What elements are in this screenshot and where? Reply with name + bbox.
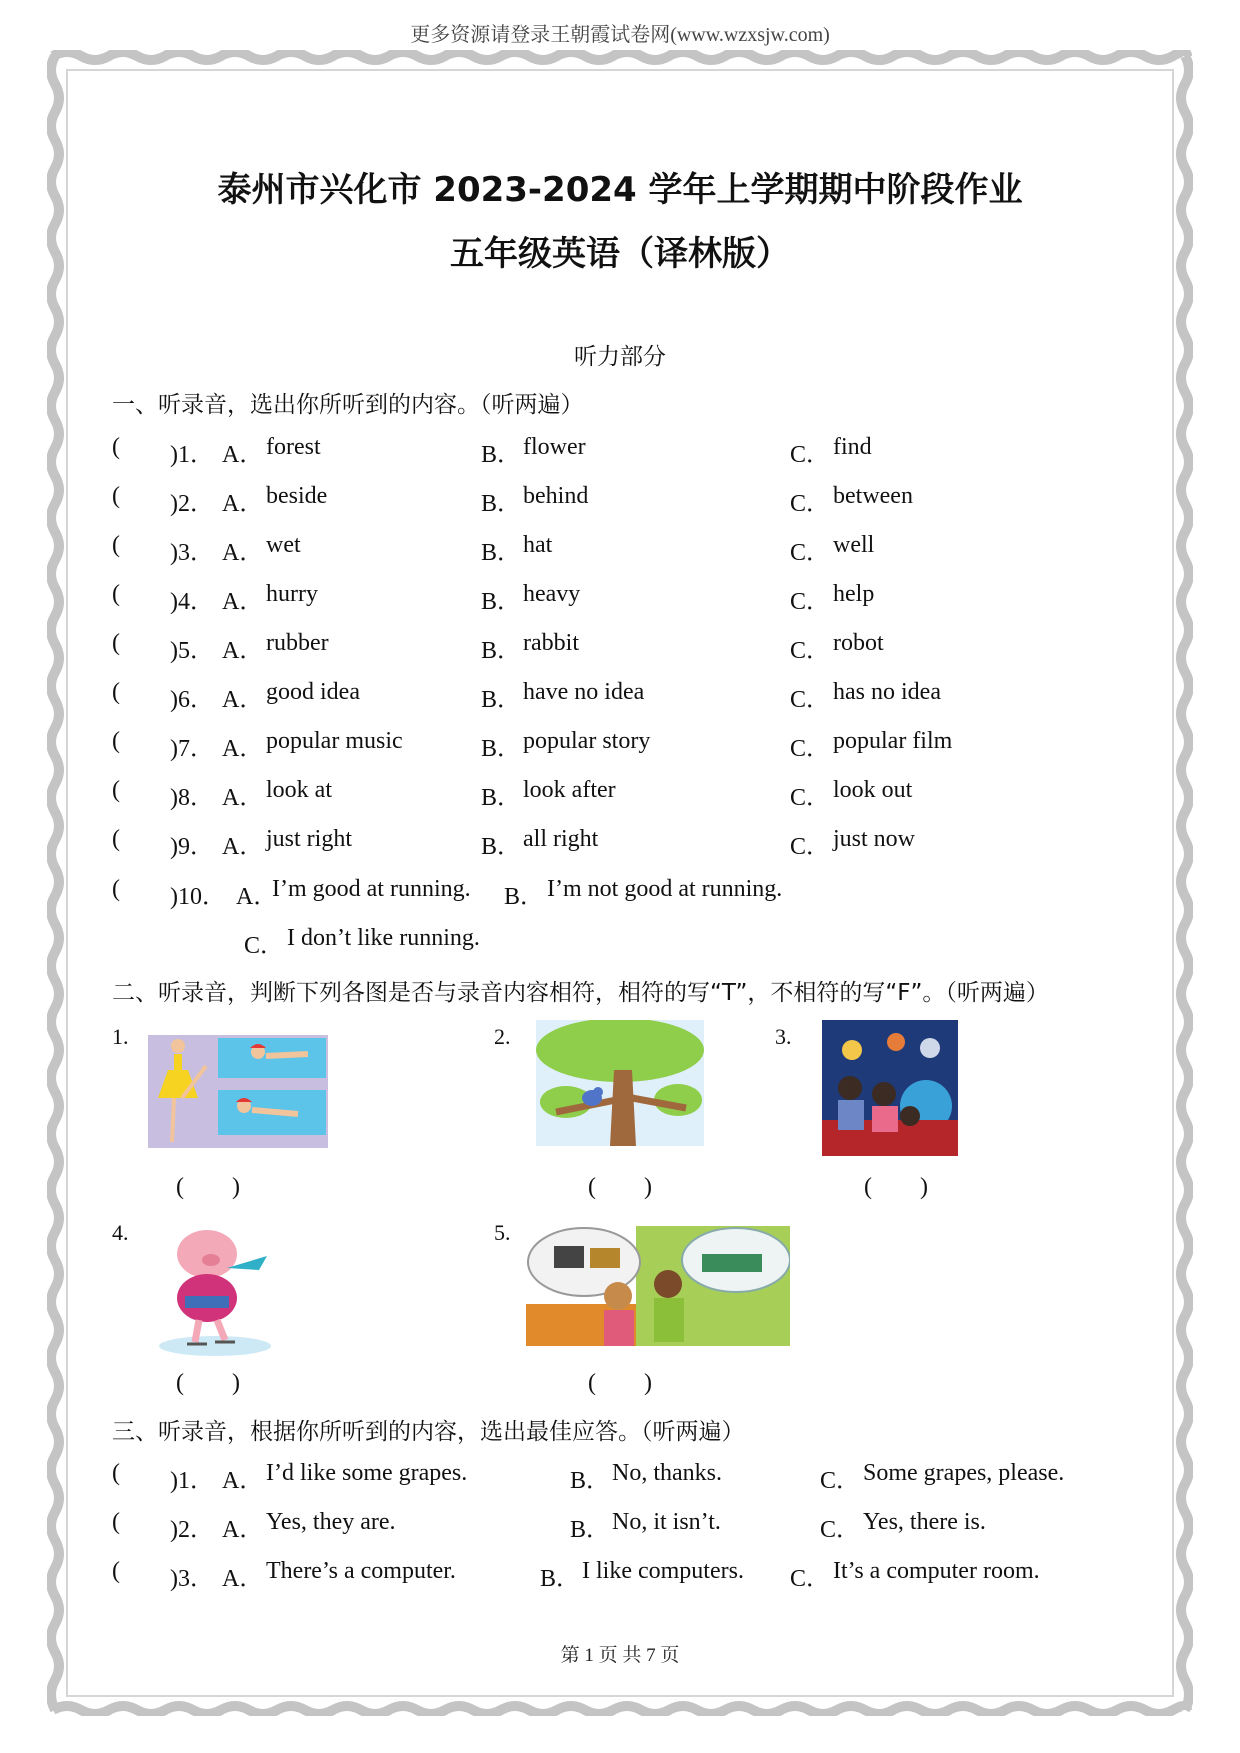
question-number: )7． [170, 736, 214, 762]
answer-paren[interactable]: ( [112, 777, 120, 803]
option-c-text: has no idea [833, 679, 941, 705]
question-item [112, 728, 1132, 764]
question-item [112, 532, 1132, 568]
question-item [112, 876, 1132, 912]
document-subtitle: 五年级英语（译林版） [450, 234, 790, 274]
option-letter: C． [790, 736, 831, 762]
option-c-text: popular film [833, 728, 953, 754]
option-letter: C． [790, 589, 831, 615]
question-item [112, 630, 1132, 666]
option-a-text: good idea [266, 679, 360, 705]
option-c-text: Yes, there is. [863, 1509, 986, 1535]
option-a-text: look at [266, 777, 332, 803]
option-letter: A． [222, 1517, 264, 1543]
option-b-text: No, thanks. [612, 1460, 722, 1486]
answer-paren[interactable]: ( [112, 581, 120, 607]
answer-paren[interactable]: ( [112, 434, 120, 460]
option-letter: C． [790, 687, 831, 713]
question-item [112, 581, 1132, 617]
question-number: )1． [170, 442, 214, 468]
option-b-text: hat [523, 532, 553, 558]
option-c-text: It’s a computer room. [833, 1558, 1040, 1584]
option-b-text: popular story [523, 728, 651, 754]
option-b-text: I’m not good at running. [547, 876, 783, 902]
option-letter: A． [222, 491, 264, 517]
option-letter: B． [570, 1517, 611, 1543]
option-b-text: I like computers. [582, 1558, 744, 1584]
option-c-text: look out [833, 777, 913, 803]
picture-number: 3. [775, 1024, 792, 1049]
page-footer: 第 1 页 共 7 页 [560, 1645, 680, 1666]
question-number: )5． [170, 638, 214, 664]
option-c-text: just now [833, 826, 916, 852]
option-letter: C． [244, 933, 285, 959]
answer-paren[interactable]: ( [112, 1460, 120, 1486]
answer-blank[interactable]: ( ) [176, 1370, 240, 1396]
question-number: )8． [170, 785, 214, 811]
option-letter: A． [222, 540, 264, 566]
option-letter: A． [222, 785, 264, 811]
option-letter: C． [790, 638, 831, 664]
section1-title: 一、听录音，选出你所听到的内容。（听两遍） [112, 392, 584, 418]
option-b-text: look after [523, 777, 616, 803]
option-b-text: have no idea [523, 679, 645, 705]
option-letter: B． [481, 589, 522, 615]
question-item [112, 679, 1132, 715]
answer-paren[interactable]: ( [112, 728, 120, 754]
option-a-text: rubber [266, 630, 329, 656]
option-letter: B． [481, 687, 522, 713]
option-b-text: behind [523, 483, 589, 509]
option-letter: C． [790, 834, 831, 860]
picture-number: 5. [494, 1220, 511, 1245]
answer-paren[interactable]: ( [112, 826, 120, 852]
response-item [112, 1460, 1132, 1496]
planetarium-picture [822, 1020, 958, 1156]
answer-paren[interactable]: ( [112, 876, 120, 902]
option-letter: C． [790, 491, 831, 517]
option-letter: A． [236, 884, 278, 910]
section2-title: 二、听录音，判断下列各图是否与录音内容相符，相符的写“T”，不相符的写“F”。（听两遍） [112, 980, 1049, 1006]
question-item [112, 826, 1132, 862]
option-a-text: There’s a computer. [266, 1558, 456, 1584]
option-c-text: help [833, 581, 875, 607]
option-a-text: Yes, they are. [266, 1509, 396, 1535]
option-letter: A． [222, 687, 264, 713]
pig-skating-picture [155, 1224, 275, 1356]
option-letter: A． [222, 1566, 264, 1592]
option-c-text: well [833, 532, 875, 558]
answer-blank[interactable]: ( ) [864, 1174, 928, 1200]
option-letter: B． [481, 834, 522, 860]
answer-blank[interactable]: ( ) [176, 1174, 240, 1200]
option-letter: C． [790, 540, 831, 566]
option-a-text: wet [266, 532, 301, 558]
question-number: )10． [170, 884, 226, 910]
option-letter: A． [222, 589, 264, 615]
option-c-text: Some grapes, please. [863, 1460, 1065, 1486]
option-letter: B． [481, 540, 522, 566]
option-letter: A． [222, 442, 264, 468]
question-number: )4． [170, 589, 214, 615]
option-letter: A． [222, 736, 264, 762]
option-b-text: rabbit [523, 630, 579, 656]
option-c-text: I don’t like running. [287, 925, 480, 951]
option-letter: B． [540, 1566, 581, 1592]
option-letter: A． [222, 1468, 264, 1494]
option-a-text: hurry [266, 581, 318, 607]
bird-tree-picture [536, 1020, 704, 1146]
option-a-text: I’m good at running. [272, 876, 471, 902]
document-title: 泰州市兴化市 2023-2024 学年上学期期中阶段作业 [217, 170, 1023, 210]
option-b-text: heavy [523, 581, 581, 607]
option-letter: B． [481, 736, 522, 762]
option-b-text: all right [523, 826, 599, 852]
option-letter: C． [820, 1517, 861, 1543]
question-item [112, 777, 1132, 813]
part-heading: 听力部分 [574, 344, 666, 370]
option-b-text: flower [523, 434, 586, 460]
picture-number: 1. [112, 1024, 129, 1049]
option-letter: B． [481, 491, 522, 517]
option-letter: C． [790, 785, 831, 811]
option-c-text: find [833, 434, 872, 460]
option-b-text: No, it isn’t. [612, 1509, 721, 1535]
answer-paren[interactable]: ( [112, 532, 120, 558]
answer-paren[interactable]: ( [112, 1509, 120, 1535]
option-c-text: between [833, 483, 913, 509]
section3-title: 三、听录音，根据你所听到的内容，选出最佳应答。（听两遍） [112, 1419, 745, 1445]
option-a-text: I’d like some grapes. [266, 1460, 468, 1486]
option-letter: B． [481, 638, 522, 664]
option-a-text: beside [266, 483, 328, 509]
option-letter: C． [790, 1566, 831, 1592]
question-item-cont [112, 925, 1132, 961]
ballet-swimming-picture [148, 1030, 328, 1148]
response-item [112, 1558, 1132, 1594]
question-item [112, 434, 1132, 470]
source-note: 更多资源请登录王朝霞试卷网(www.wzxsjw.com) [410, 24, 830, 46]
answer-blank[interactable]: ( ) [588, 1174, 652, 1200]
children-rooms-picture [526, 1226, 790, 1346]
option-letter: B． [504, 884, 545, 910]
picture-number: 2. [494, 1024, 511, 1049]
option-letter: C． [820, 1468, 861, 1494]
question-number: )6． [170, 687, 214, 713]
option-a-text: just right [266, 826, 353, 852]
answer-paren[interactable]: ( [112, 630, 120, 656]
option-a-text: popular music [266, 728, 403, 754]
option-letter: B． [570, 1468, 611, 1494]
option-letter: B． [481, 785, 522, 811]
question-item [112, 483, 1132, 519]
question-number: )3． [170, 540, 214, 566]
question-number: )9． [170, 834, 214, 860]
question-number: )2． [170, 491, 214, 517]
question-number: )1． [170, 1468, 214, 1494]
answer-paren[interactable]: ( [112, 483, 120, 509]
answer-paren[interactable]: ( [112, 679, 120, 705]
answer-paren[interactable]: ( [112, 1558, 120, 1584]
option-letter: C． [790, 442, 831, 468]
option-letter: B． [481, 442, 522, 468]
question-number: )3． [170, 1566, 214, 1592]
option-letter: A． [222, 638, 264, 664]
response-item [112, 1509, 1132, 1545]
option-a-text: forest [266, 434, 321, 460]
question-number: )2． [170, 1517, 214, 1543]
option-letter: A． [222, 834, 264, 860]
answer-blank[interactable]: ( ) [588, 1370, 652, 1396]
picture-number: 4. [112, 1220, 129, 1245]
option-c-text: robot [833, 630, 884, 656]
